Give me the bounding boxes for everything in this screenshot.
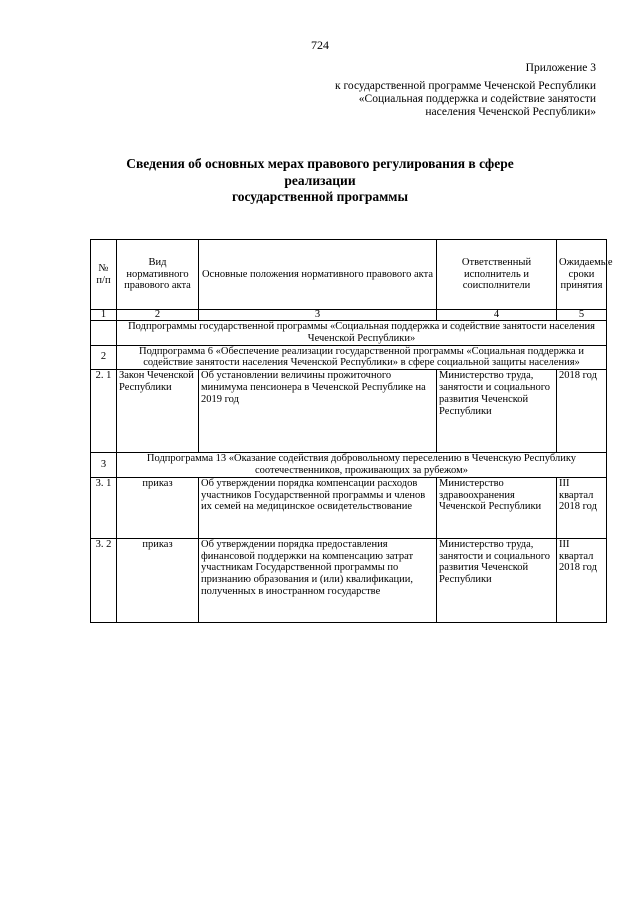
act-type-cell: приказ bbox=[117, 538, 199, 622]
measures-table bbox=[90, 239, 613, 623]
header-deadline: Ожидаемые сроки принятия bbox=[557, 240, 607, 310]
appendix-note bbox=[276, 62, 596, 119]
appendix-line: «Социальная поддержка и содействие занятости bbox=[358, 93, 596, 105]
section-row bbox=[91, 345, 607, 370]
row-number: 3. 2 bbox=[91, 538, 117, 622]
row-number bbox=[91, 321, 117, 346]
header-act-type: Вид нормативного правового акта bbox=[117, 240, 199, 310]
appendix-label: Приложение 3 bbox=[525, 62, 596, 74]
title-line: государственной программы bbox=[231, 189, 409, 204]
provisions-cell: Об установлении величины прожиточного минимума пенсионера в Чеченской Республике на 2019 год bbox=[199, 370, 437, 453]
section-title: Подпрограмма 13 «Оказание содействия добровольному переселению в Чеченскую Республику соотечественников, проживающих за рубежом» bbox=[117, 453, 607, 478]
row-number: 2. 1 bbox=[91, 370, 117, 453]
provisions-cell: Об утверждении порядка компенсации расходов участников Государственной программы и членов их семей на медицинское освидетельствование bbox=[199, 477, 437, 538]
header-executor: Ответственный исполнитель и соисполнители bbox=[437, 240, 557, 310]
act-type-cell: приказ bbox=[117, 477, 199, 538]
section-row bbox=[91, 321, 607, 346]
column-number: 1 bbox=[91, 310, 117, 321]
table-row bbox=[91, 370, 607, 453]
header-num: № п/п bbox=[91, 240, 117, 310]
appendix-line: к государственной программе Чеченской Республики bbox=[335, 80, 596, 92]
row-number: 2 bbox=[91, 345, 117, 370]
row-number: 3. 1 bbox=[91, 477, 117, 538]
executor-cell: Министерство труда, занятости и социального развития Чеченской Республики bbox=[437, 370, 557, 453]
column-number: 3 bbox=[199, 310, 437, 321]
section-title: Подпрограммы государственной программы «Социальная поддержка и содействие занятости населения Чеченской Республики» bbox=[117, 321, 607, 346]
provisions-cell: Об утверждении порядка предоставления финансовой поддержки на компенсацию затрат участникам Государственной программы по признанию образования и (или) квалификации, полученных в иностранном государстве bbox=[199, 538, 437, 622]
column-number: 5 bbox=[557, 310, 607, 321]
act-type-cell: Закон Чеченской Республики bbox=[117, 370, 199, 453]
deadline-cell: III квартал 2018 год bbox=[557, 477, 607, 538]
title-line: реализации bbox=[284, 172, 356, 188]
executor-cell: Министерство труда, занятости и социального развития Чеченской Республики bbox=[437, 538, 557, 622]
appendix-line: населения Чеченской Республики» bbox=[425, 106, 596, 118]
row-number: 3 bbox=[91, 453, 117, 478]
column-number-row bbox=[91, 310, 607, 321]
title-line: Сведения об основных мерах правового регулирования в сфере bbox=[126, 156, 514, 171]
document-title bbox=[0, 156, 640, 206]
page-number: 724 bbox=[311, 38, 329, 52]
table-row bbox=[91, 477, 607, 538]
column-number: 4 bbox=[437, 310, 557, 321]
column-number: 2 bbox=[117, 310, 199, 321]
section-title: Подпрограмма 6 «Обеспечение реализации государственной программы «Социальная поддержка и содействие занятости населения Чеченской Республики» в сфере социальной защиты населения» bbox=[117, 345, 607, 370]
executor-cell: Министерство здравоохранения Чеченской Республики bbox=[437, 477, 557, 538]
header-provisions: Основные положения нормативного правового акта bbox=[199, 240, 437, 310]
table-row bbox=[91, 538, 607, 622]
section-row bbox=[91, 453, 607, 478]
deadline-cell: III квартал 2018 год bbox=[557, 538, 607, 622]
deadline-cell: 2018 год bbox=[557, 370, 607, 453]
table-header-row bbox=[91, 240, 607, 310]
